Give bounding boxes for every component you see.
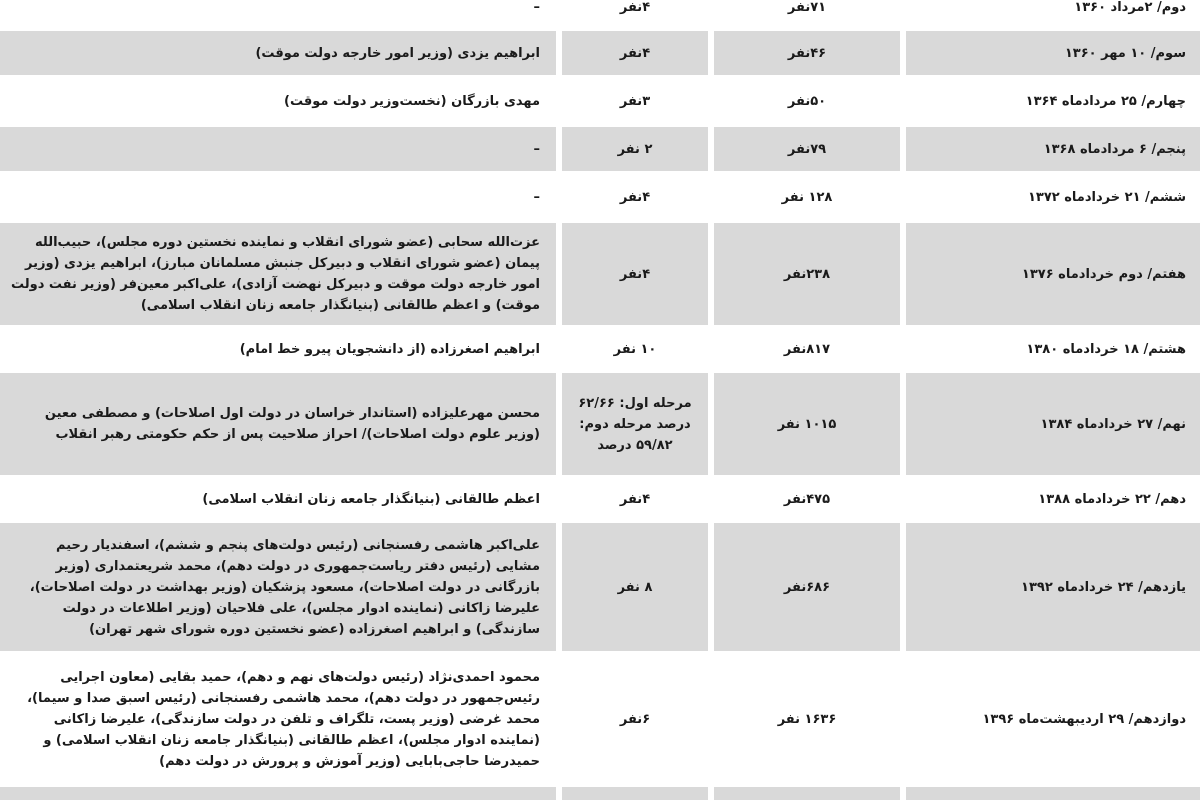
table-row xyxy=(0,787,1200,800)
column-gap xyxy=(708,31,714,75)
cell-disqualified-names: اعظم طالقانی (بنیانگذار جامعه زنان انقلاب اسلامی) xyxy=(0,479,556,519)
column-gap xyxy=(556,79,562,123)
column-gap xyxy=(556,329,562,369)
cell-disqualified-count: ۳نفر xyxy=(562,79,708,123)
column-gap xyxy=(556,0,562,27)
cell-registered-count: ۱۰۱۵ نفر xyxy=(714,373,900,475)
cell-registered-count: ۱۲۸ نفر xyxy=(714,175,900,219)
column-gap xyxy=(556,127,562,171)
column-gap xyxy=(900,479,906,519)
table-row xyxy=(0,79,1200,123)
column-gap xyxy=(556,655,562,783)
table-row xyxy=(0,0,1200,27)
cell-disqualified-names: – xyxy=(0,175,556,219)
column-gap xyxy=(900,79,906,123)
cell-round-date: هشتم/ ۱۸ خردادماه ۱۳۸۰ xyxy=(906,329,1200,369)
column-gap xyxy=(556,31,562,75)
cell-registered-count: ۱۶۳۶ نفر xyxy=(714,655,900,783)
column-gap xyxy=(708,523,714,651)
table-row xyxy=(0,127,1200,171)
column-gap xyxy=(708,787,714,800)
column-gap xyxy=(900,655,906,783)
column-gap xyxy=(900,127,906,171)
cell-disqualified-names: – xyxy=(0,0,556,27)
cell-disqualified-count: ۴نفر xyxy=(562,175,708,219)
cell-disqualified-count: ۴نفر xyxy=(562,31,708,75)
cell-registered-count: ۶۸۶نفر xyxy=(714,523,900,651)
cell-round-date: یازدهم/ ۲۴ خردادماه ۱۳۹۲ xyxy=(906,523,1200,651)
cell-round-date: نهم/ ۲۷ خردادماه ۱۳۸۴ xyxy=(906,373,1200,475)
column-gap xyxy=(900,175,906,219)
column-gap xyxy=(708,373,714,475)
column-gap xyxy=(708,175,714,219)
column-gap xyxy=(900,31,906,75)
cell-disqualified-count: ۴نفر xyxy=(562,223,708,325)
cell-disqualified-count: ۱۰ نفر xyxy=(562,329,708,369)
cell-disqualified-names: عزت‌الله سحابی (عضو شورای انقلاب و نماینده نخستین دوره مجلس)، حبیب‌الله پیمان (عضو شورای انقلاب و دبیرکل جنبش مسلمانان مبارز)، ابراهیم یزدی (وزیر امور خارجه دولت موقت و دبیرکل نهضت آزادی)، علی‌اکبر معین‌فر (وزیر نفت دولت موقت) و اعظم طالقانی (بنیانگذار جامعه زنان انقلاب اسلامی) xyxy=(0,223,556,325)
cell-disqualified-names: ابراهیم اصغرزاده (از دانشجویان پیرو خط امام) xyxy=(0,329,556,369)
table-row xyxy=(0,175,1200,219)
cell-round-date: دهم/ ۲۲ خردادماه ۱۳۸۸ xyxy=(906,479,1200,519)
column-gap xyxy=(556,787,562,800)
table-row xyxy=(0,31,1200,75)
column-gap xyxy=(900,329,906,369)
cell-disqualified-names: محمود احمدی‌نژاد (رئیس دولت‌های نهم و دهم)، حمید بقایی (معاون اجرایی رئیس‌جمهور در دولت دهم)، محمد هاشمی رفسنجانی (رئیس اسبق صدا و سیما)، محمد غرضی (وزیر پست، تلگراف و تلفن در دولت سازندگی)، علیرضا زاکانی (نماینده ادوار مجلس)، اعظم طالقانی (بنیانگذار جامعه زنان انقلاب اسلامی) و حمیدرضا حاجی‌بابایی (وزیر آموزش و پرورش در دولت دهم) xyxy=(0,655,556,783)
column-gap xyxy=(900,373,906,475)
cell-registered-count xyxy=(714,787,900,800)
table-row xyxy=(0,655,1200,783)
cell-disqualified-count: ۲ نفر xyxy=(562,127,708,171)
column-gap xyxy=(708,223,714,325)
column-gap xyxy=(556,223,562,325)
column-gap xyxy=(708,127,714,171)
cell-registered-count: ۴۷۵نفر xyxy=(714,479,900,519)
table-row xyxy=(0,523,1200,651)
cell-disqualified-names: مهدی بازرگان (نخست‌وزیر دولت موقت) xyxy=(0,79,556,123)
cell-registered-count: ۷۱نفر xyxy=(714,0,900,27)
cell-disqualified-count: مرحله اول: ۶۲/۶۶ درصد مرحله دوم: ۵۹/۸۲ درصد xyxy=(562,373,708,475)
column-gap xyxy=(556,373,562,475)
cell-registered-count: ۷۹نفر xyxy=(714,127,900,171)
cell-round-date: سوم/ ۱۰ مهر ۱۳۶۰ xyxy=(906,31,1200,75)
table-row xyxy=(0,479,1200,519)
cell-registered-count: ۴۶نفر xyxy=(714,31,900,75)
column-gap xyxy=(556,175,562,219)
cell-registered-count: ۸۱۷نفر xyxy=(714,329,900,369)
column-gap xyxy=(900,0,906,27)
cell-round-date: دوم/ ۲مرداد ۱۳۶۰ xyxy=(906,0,1200,27)
cell-disqualified-names xyxy=(0,787,556,800)
column-gap xyxy=(708,655,714,783)
cell-registered-count: ۲۳۸نفر xyxy=(714,223,900,325)
column-gap xyxy=(708,0,714,27)
cell-disqualified-names: محسن مهرعلیزاده (استاندار خراسان در دولت اول اصلاحات) و مصطفی معین (وزیر علوم دولت اصلاحات)/ احراز صلاحیت پس از حکم حکومتی رهبر انقلاب xyxy=(0,373,556,475)
cell-round-date: دوازدهم/ ۲۹ اردیبهشت‌ماه ۱۳۹۶ xyxy=(906,655,1200,783)
cell-round-date: ششم/ ۲۱ خردادماه ۱۳۷۲ xyxy=(906,175,1200,219)
column-gap xyxy=(900,523,906,651)
cell-disqualified-names: علی‌اکبر هاشمی رفسنجانی (رئیس دولت‌های پنجم و ششم)، اسفندیار رحیم مشایی (رئیس دفتر ریاست‌جمهوری در دولت دهم)، محمد شریعتمداری (وزیر بازرگانی در دولت اصلاحات)، مسعود پزشکیان (وزیر بهداشت در دولت اصلاحات)، علیرضا زاکانی (نماینده ادوار مجلس)، علی فلاحیان (وزیر اطلاعات در دولت سازندگی) و ابراهیم اصغرزاده (عضو نخستین دوره شورای شهر تهران) xyxy=(0,523,556,651)
column-gap xyxy=(900,787,906,800)
column-gap xyxy=(900,223,906,325)
cell-disqualified-count: ۸ نفر xyxy=(562,523,708,651)
cell-disqualified-count: ۶نفر xyxy=(562,655,708,783)
cell-disqualified-names: – xyxy=(0,127,556,171)
cell-disqualified-names: ابراهیم یزدی (وزیر امور خارجه دولت موقت) xyxy=(0,31,556,75)
cell-round-date: چهارم/ ۲۵ مردادماه ۱۳۶۴ xyxy=(906,79,1200,123)
column-gap xyxy=(708,479,714,519)
table-row xyxy=(0,223,1200,325)
cell-registered-count: ۵۰نفر xyxy=(714,79,900,123)
cell-disqualified-count: ۴نفر xyxy=(562,479,708,519)
table-row xyxy=(0,373,1200,475)
column-gap xyxy=(556,479,562,519)
cell-disqualified-count: ۴نفر xyxy=(562,0,708,27)
cell-disqualified-count xyxy=(562,787,708,800)
table-row xyxy=(0,329,1200,369)
cell-round-date xyxy=(906,787,1200,800)
column-gap xyxy=(556,523,562,651)
cell-round-date: پنجم/ ۶ مردادماه ۱۳۶۸ xyxy=(906,127,1200,171)
column-gap xyxy=(708,79,714,123)
cell-round-date: هفتم/ دوم خردادماه ۱۳۷۶ xyxy=(906,223,1200,325)
column-gap xyxy=(708,329,714,369)
